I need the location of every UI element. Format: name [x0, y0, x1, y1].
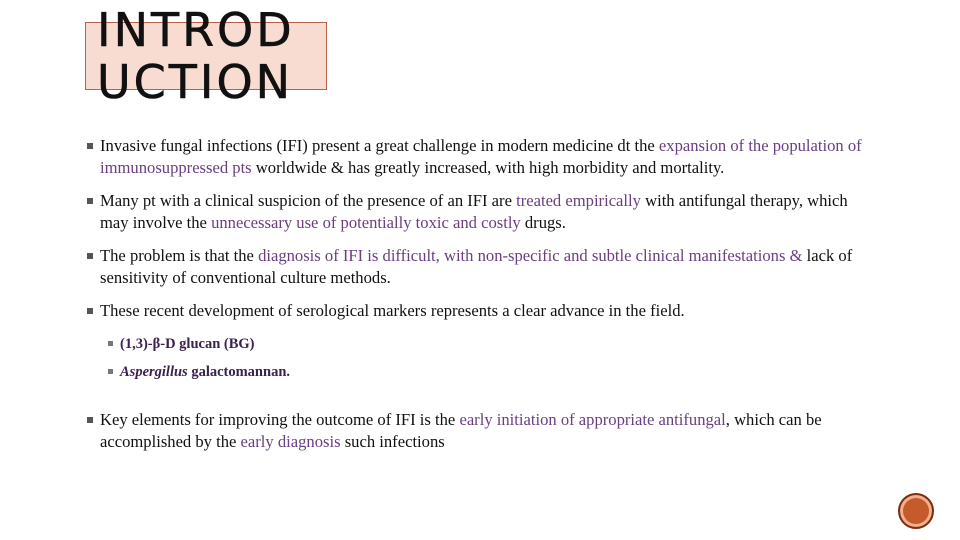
highlighted-text: treated empirically	[516, 191, 641, 210]
sub-bullet-text: (1,3)-β-D glucan (BG)	[120, 336, 255, 352]
bullet-item	[86, 409, 876, 453]
bullet-item	[86, 300, 876, 322]
bullet-square-icon	[87, 143, 93, 149]
slide-badge-icon	[898, 493, 934, 529]
sub-bullet-square-icon	[108, 341, 113, 346]
spacer	[86, 389, 876, 409]
bullet-square-icon	[87, 253, 93, 259]
bullet-text: drugs.	[520, 213, 566, 232]
sub-bullet-italic-text: Aspergillus	[120, 364, 188, 380]
sub-bullet-square-icon	[108, 369, 113, 374]
bullet-item	[86, 190, 876, 234]
bullet-text: , which can be accomplished by the	[100, 410, 822, 451]
bullet-text: Invasive fungal infections (IFI) present a great challenge in modern medicine dt the	[100, 136, 659, 155]
bullet-square-icon	[87, 417, 93, 423]
bullet-list	[86, 135, 876, 464]
highlighted-text: diagnosis of IFI is difficult, with non-specific and subtle clinical manifestations &	[258, 246, 803, 265]
bullet-text: Many pt with a clinical suspicion of the presence of an IFI are	[100, 191, 517, 210]
bullet-item	[86, 245, 876, 289]
highlighted-text: early diagnosis	[240, 432, 341, 451]
highlighted-text: expansion of the population of immunosuppressed pts	[100, 136, 862, 177]
bullet-text: lack of sensitivity of conventional culture methods.	[100, 246, 853, 287]
bullet-text: Key elements for improving the outcome of IFI is the	[100, 410, 460, 429]
slide-title: INTRODUCTION	[97, 3, 295, 109]
sub-bullet-item	[108, 361, 876, 383]
bullet-text: worldwide & has greatly increased, with high morbidity and mortality.	[251, 158, 725, 177]
sub-bullet-text: galactomannan.	[187, 364, 291, 380]
sub-bullet-item	[108, 333, 876, 355]
bullet-text: such infections	[340, 432, 445, 451]
bullet-text: These recent development of serological markers represents a clear advance in the field.	[100, 301, 685, 320]
bullet-text: The problem is that the	[100, 246, 259, 265]
bullet-square-icon	[87, 308, 93, 314]
bullet-square-icon	[87, 198, 93, 204]
bullet-text: with antifungal therapy, which may involve the	[100, 191, 848, 232]
highlighted-text: unnecessary use of potentially toxic and costly	[211, 213, 521, 232]
bullet-item	[86, 135, 876, 179]
highlighted-text: early initiation of appropriate antifungal	[459, 410, 726, 429]
